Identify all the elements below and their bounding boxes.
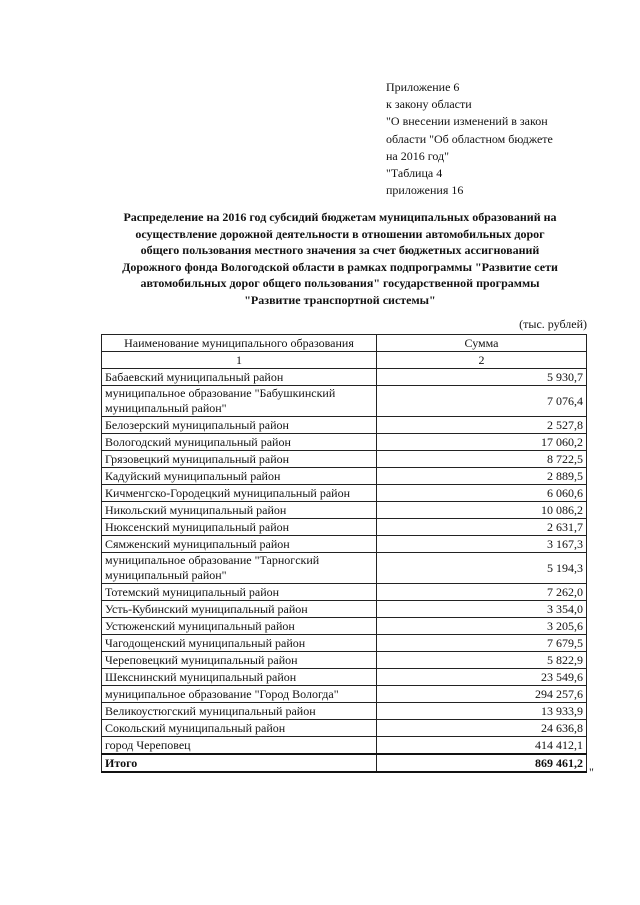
table-row <box>102 686 587 703</box>
table-row <box>102 553 587 584</box>
total-label: Итого <box>102 754 377 772</box>
municipality-name: Никольский муниципальный район <box>102 502 377 519</box>
subsidy-amount: 7 076,4 <box>377 386 587 417</box>
table-row <box>102 468 587 485</box>
total-amount: 869 461,2 <box>377 754 587 772</box>
column-number-row <box>102 352 587 369</box>
document-title <box>86 209 594 309</box>
header-name: Наименование муниципального образования <box>102 335 377 352</box>
municipality-name: Чагодощенский муниципальный район <box>102 635 377 652</box>
table-row <box>102 669 587 686</box>
table-header-row <box>102 335 587 352</box>
municipality-name: Белозерский муниципальный район <box>102 417 377 434</box>
table-row <box>102 369 587 386</box>
table-row <box>102 417 587 434</box>
municipality-name: Великоустюгский муниципальный район <box>102 703 377 720</box>
appendix-line: Приложение 6 <box>386 80 460 94</box>
title-line: автомобильных дорог общего пользования" государственной программы <box>140 276 540 291</box>
municipality-name: муниципальное образование "Тарногский муниципальный район" <box>102 553 377 584</box>
subsidy-amount: 414 412,1 <box>377 737 587 755</box>
title-line: "Развитие транспортной системы" <box>244 292 436 307</box>
subsidy-amount: 13 933,9 <box>377 703 587 720</box>
appendix-line: области "Об областном бюджете <box>386 131 553 146</box>
subsidy-amount: 294 257,6 <box>377 686 587 703</box>
table-row <box>102 502 587 519</box>
subsidy-amount: 2 631,7 <box>377 519 587 536</box>
municipality-name: Череповецкий муниципальный район <box>102 652 377 669</box>
table-row <box>102 536 587 553</box>
municipality-name: Бабаевский муниципальный район <box>102 369 377 386</box>
table-row <box>102 519 587 536</box>
table-row <box>102 618 587 635</box>
column-number-2: 2 <box>377 352 587 369</box>
title-line: осуществление дорожной деятельности в отношении автомобильных дорог <box>135 226 545 241</box>
municipality-name: Тотемский муниципальный район <box>102 584 377 601</box>
table-row <box>102 720 587 737</box>
table-row <box>102 386 587 417</box>
title-line: общего пользования местного значения за счет бюджетных ассигнований <box>140 243 540 258</box>
appendix-line: на 2016 год" <box>386 148 450 163</box>
municipality-name: город Череповец <box>102 737 377 755</box>
municipality-name: Устюженский муниципальный район <box>102 618 377 635</box>
municipality-name: муниципальное образование "Бабушкинский муниципальный район" <box>102 386 377 417</box>
table-row <box>102 434 587 451</box>
header-sum: Сумма <box>377 335 587 352</box>
table-row <box>102 652 587 669</box>
municipality-name: Сокольский муниципальный район <box>102 720 377 737</box>
subsidy-amount: 2 889,5 <box>377 468 587 485</box>
municipality-name: Грязовецкий муниципальный район <box>102 451 377 468</box>
subsidy-amount: 17 060,2 <box>377 434 587 451</box>
table-row <box>102 737 587 755</box>
municipality-name: Кичменгско-Городецкий муниципальный район <box>102 485 377 502</box>
table-row <box>102 601 587 618</box>
subsidy-amount: 7 262,0 <box>377 584 587 601</box>
total-row <box>102 754 587 772</box>
subsidy-table <box>101 334 587 773</box>
title-line: Дорожного фонда Вологодской области в рамках подпрограммы "Развитие сети <box>122 259 558 274</box>
appendix-header <box>386 79 606 199</box>
subsidy-amount: 5 930,7 <box>377 369 587 386</box>
subsidy-amount: 5 822,9 <box>377 652 587 669</box>
table-row <box>102 635 587 652</box>
subsidy-amount: 3 354,0 <box>377 601 587 618</box>
table-row <box>102 485 587 502</box>
subsidy-amount: 7 679,5 <box>377 635 587 652</box>
appendix-line: к закону области <box>386 97 472 112</box>
table-row <box>102 703 587 720</box>
subsidy-amount: 3 205,6 <box>377 618 587 635</box>
appendix-line: приложения 16 <box>386 183 464 198</box>
municipality-name: Вологодский муниципальный район <box>102 434 377 451</box>
municipality-name: Шекснинский муниципальный район <box>102 669 377 686</box>
subsidy-amount: 23 549,6 <box>377 669 587 686</box>
subsidy-amount: 3 167,3 <box>377 536 587 553</box>
municipality-name: Усть-Кубинский муниципальный район <box>102 601 377 618</box>
appendix-line: "О внесении изменений в закон <box>386 114 548 129</box>
column-number-1: 1 <box>102 352 377 369</box>
subsidy-amount: 10 086,2 <box>377 502 587 519</box>
table-row <box>102 451 587 468</box>
municipality-name: Нюксенский муниципальный район <box>102 519 377 536</box>
municipality-name: Сямженский муниципальный район <box>102 536 377 553</box>
municipality-name: Кадуйский муниципальный район <box>102 468 377 485</box>
subsidy-amount: 5 194,3 <box>377 553 587 584</box>
end-quote: " <box>589 765 594 779</box>
subsidy-amount: 8 722,5 <box>377 451 587 468</box>
municipality-name: муниципальное образование "Город Вологда" <box>102 686 377 703</box>
subsidy-amount: 2 527,8 <box>377 417 587 434</box>
title-line: Распределение на 2016 год субсидий бюджетам муниципальных образований на <box>123 210 557 224</box>
table-row <box>102 584 587 601</box>
units-label: (тыс. рублей) <box>519 317 587 331</box>
subsidy-amount: 6 060,6 <box>377 485 587 502</box>
subsidy-amount: 24 636,8 <box>377 720 587 737</box>
appendix-line: "Таблица 4 <box>386 166 443 181</box>
